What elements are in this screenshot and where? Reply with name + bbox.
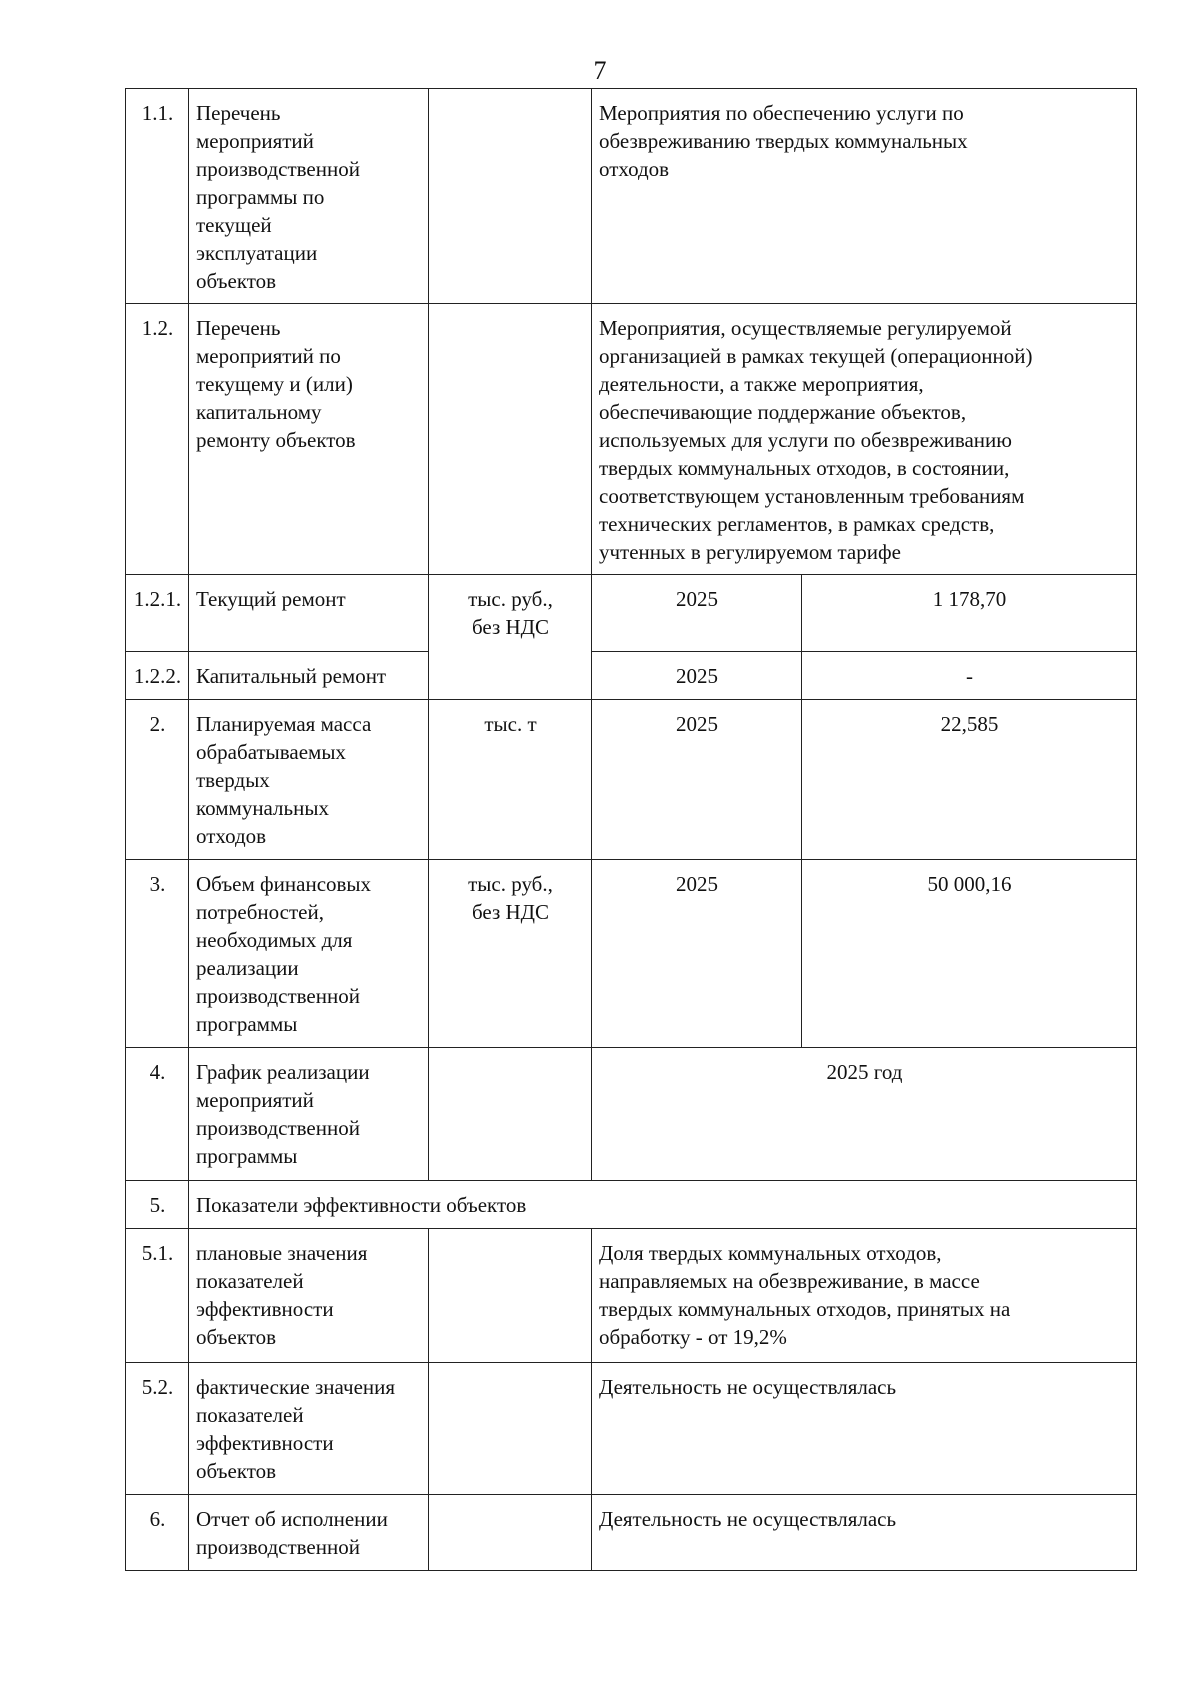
row-number: 3. — [126, 860, 189, 1048]
year-cell: 2025 — [592, 700, 802, 860]
row-number: 4. — [126, 1048, 189, 1181]
row-number: 1.2.2. — [126, 652, 189, 700]
table-row-3 — [126, 860, 1137, 1048]
unit-cell-empty — [429, 89, 592, 304]
row-name: Перечень мероприятий по текущему и (или) капитальному ремонту объектов — [189, 304, 429, 575]
year-cell: 2025 — [592, 575, 802, 652]
table-row-5-2 — [126, 1363, 1137, 1495]
value-cell: 50 000,16 — [802, 860, 1137, 1048]
table-row-1-2 — [126, 304, 1137, 575]
row-name: Текущий ремонт — [189, 575, 429, 652]
row-name: График реализации мероприятий производственной программы — [189, 1048, 429, 1181]
table-row-1-1 — [126, 89, 1137, 304]
year-cell: 2025 — [592, 652, 802, 700]
row-number: 5.1. — [126, 1229, 189, 1363]
page-number: 7 — [593, 56, 607, 85]
value-cell: - — [802, 652, 1137, 700]
table-row-2 — [126, 700, 1137, 860]
row-description: Доля твердых коммунальных отходов, направляемых на обезвреживание, в массе твердых коммунальных отходов, принятых на обработку - от 19,2% — [592, 1229, 1137, 1363]
table-row-5-1 — [126, 1229, 1137, 1363]
row-description: 2025 год — [592, 1048, 1137, 1181]
unit-cell-empty — [429, 1048, 592, 1181]
row-description: Мероприятия по обеспечению услуги по обезвреживанию твердых коммунальных отходов — [592, 89, 1137, 304]
row-number: 1.2. — [126, 304, 189, 575]
row-description: Деятельность не осуществлялась — [592, 1363, 1137, 1495]
unit-cell: тыс. руб., без НДС — [429, 575, 592, 700]
row-number: 1.1. — [126, 89, 189, 304]
row-number: 5.2. — [126, 1363, 189, 1495]
value-cell: 22,585 — [802, 700, 1137, 860]
row-description: Мероприятия, осуществляемые регулируемой организацией в рамках текущей (операционной) деятельности, а также мероприятия, обеспечивающие поддержание объектов, используемых для услуги по обезвреживанию твердых коммунальных отходов, в состоянии, соответствующем установленным требованиям технических регламентов, в рамках средств, учтенных в регулируемом тарифе — [592, 304, 1137, 575]
row-name: Отчет об исполнении производственной — [189, 1495, 429, 1571]
row-number: 5. — [126, 1181, 189, 1229]
row-name: фактические значения показателей эффективности объектов — [189, 1363, 429, 1495]
row-name: Объем финансовых потребностей, необходимых для реализации производственной программы — [189, 860, 429, 1048]
row-description: Деятельность не осуществлялась — [592, 1495, 1137, 1571]
row-name: Планируемая масса обрабатываемых твердых коммунальных отходов — [189, 700, 429, 860]
production-program-table — [125, 88, 1137, 1571]
table-row-1-2-2 — [126, 652, 1137, 700]
row-name: Капитальный ремонт — [189, 652, 429, 700]
unit-cell-empty — [429, 304, 592, 575]
row-number: 2. — [126, 700, 189, 860]
row-section-title: Показатели эффективности объектов — [189, 1181, 1137, 1229]
unit-cell: тыс. руб., без НДС — [429, 860, 592, 1048]
unit-cell-empty — [429, 1229, 592, 1363]
row-number: 1.2.1. — [126, 575, 189, 652]
unit-cell: тыс. т — [429, 700, 592, 860]
table-row-1-2-1 — [126, 575, 1137, 652]
unit-cell-empty — [429, 1363, 592, 1495]
year-cell: 2025 — [592, 860, 802, 1048]
row-name: плановые значения показателей эффективности объектов — [189, 1229, 429, 1363]
table-row-5 — [126, 1181, 1137, 1229]
table-row-6 — [126, 1495, 1137, 1571]
row-number: 6. — [126, 1495, 189, 1571]
row-name: Перечень мероприятий производственной программы по текущей эксплуатации объектов — [189, 89, 429, 304]
table-row-4 — [126, 1048, 1137, 1181]
value-cell: 1 178,70 — [802, 575, 1137, 652]
unit-cell-empty — [429, 1495, 592, 1571]
